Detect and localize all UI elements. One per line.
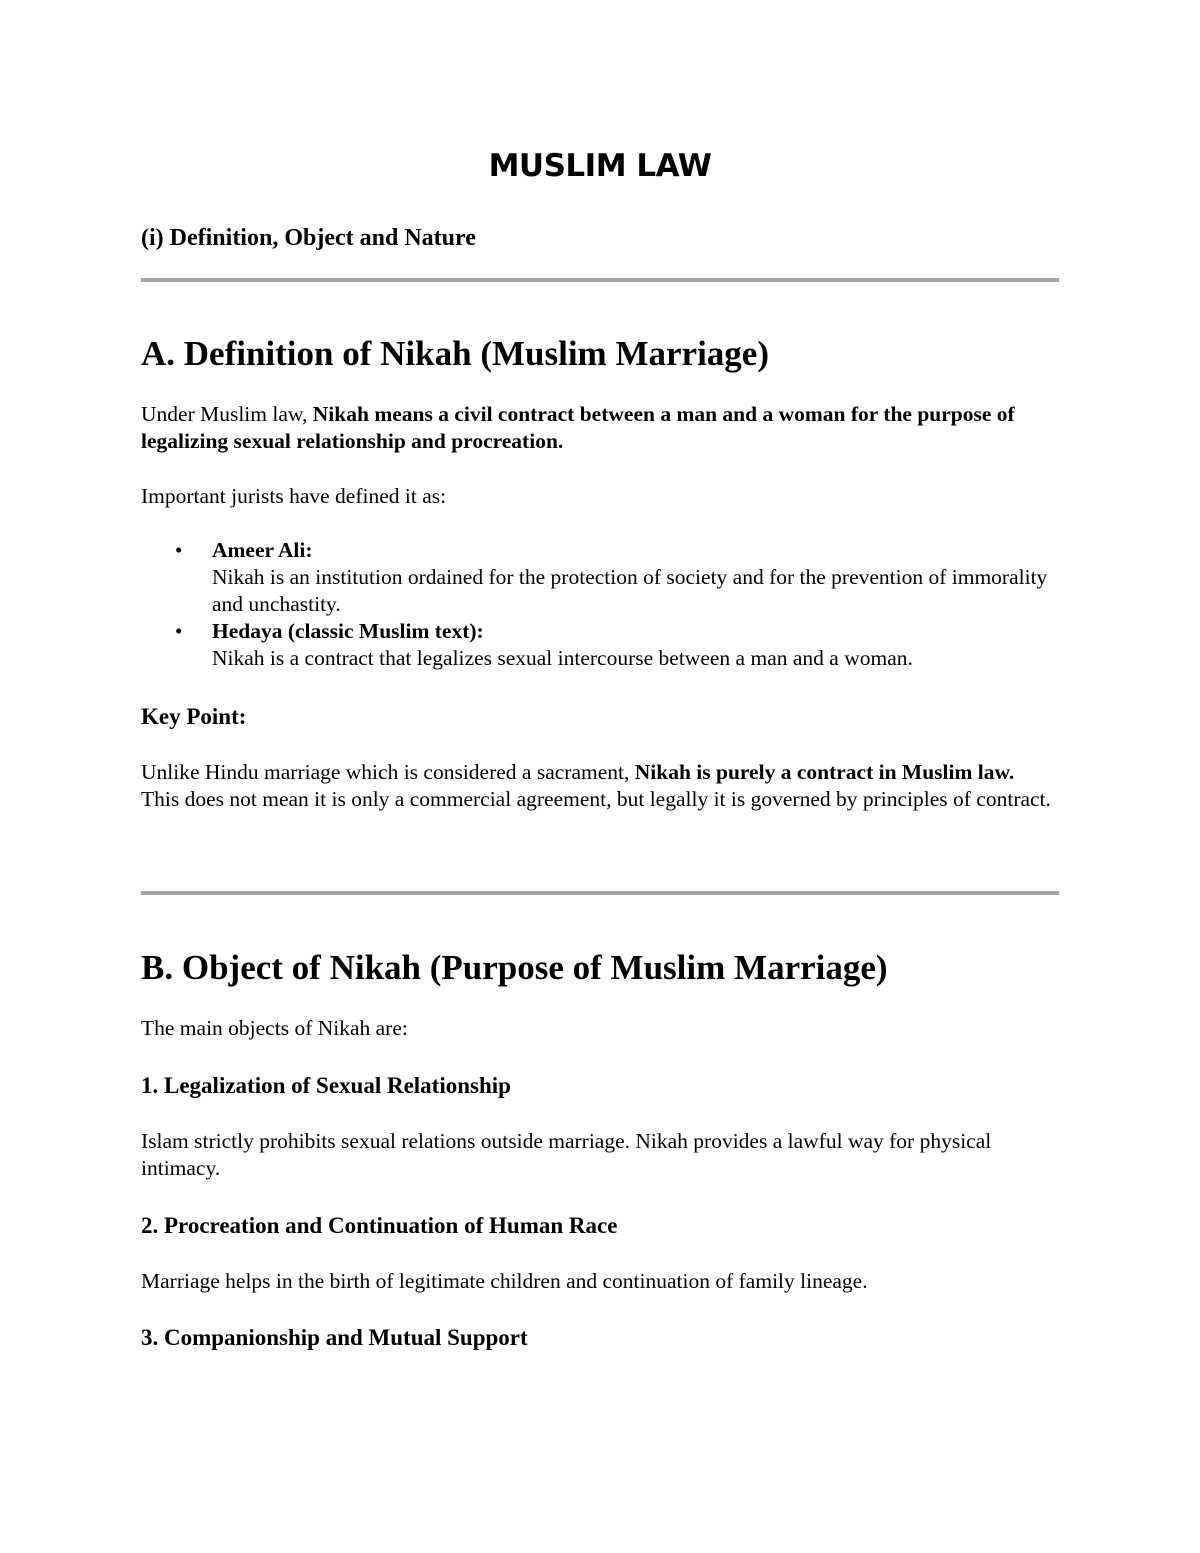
object-text: Islam strictly prohibits sexual relations outside marriage. Nikah provides a lawful way for physical intimacy. bbox=[141, 1129, 992, 1180]
section-a-heading: A. Definition of Nikah (Muslim Marriage) bbox=[141, 334, 769, 373]
jurists-list bbox=[141, 537, 1059, 672]
horizontal-rule bbox=[141, 278, 1059, 282]
horizontal-rule bbox=[141, 891, 1059, 895]
jurist-definition: Nikah is a contract that legalizes sexual intercourse between a man and a woman. bbox=[212, 646, 913, 670]
key-point-text bbox=[141, 759, 1059, 813]
jurists-intro: Important jurists have defined it as: bbox=[141, 484, 447, 508]
bullet-icon: • bbox=[175, 538, 183, 562]
object-heading: 3. Companionship and Mutual Support bbox=[141, 1325, 528, 1350]
document-title: MUSLIM LAW bbox=[488, 148, 712, 184]
bullet-icon: • bbox=[175, 619, 183, 643]
object-text: Marriage helps in the birth of legitimate children and continuation of family lineage. bbox=[141, 1269, 868, 1293]
jurist-definition: Nikah is an institution ordained for the protection of society and for the prevention of immorality and unchastity. bbox=[212, 565, 1048, 616]
definition-bold-text: Nikah means a civil contract between a man and a woman for the purpose of legalizing sexual relationship and procreation. bbox=[141, 402, 1015, 453]
section-a-definition bbox=[141, 401, 1059, 455]
section-b-heading: B. Object of Nikah (Purpose of Muslim Marriage) bbox=[141, 948, 888, 987]
jurist-name: Ameer Ali: bbox=[212, 538, 313, 562]
jurist-name: Hedaya (classic Muslim text): bbox=[212, 619, 484, 643]
key-point-heading: Key Point: bbox=[141, 704, 247, 729]
list-item bbox=[141, 537, 1059, 618]
document-subtitle: (i) Definition, Object and Nature bbox=[141, 225, 476, 251]
object-heading: 2. Procreation and Continuation of Human Race bbox=[141, 1213, 618, 1238]
list-item bbox=[141, 618, 1059, 672]
definition-plain-text: Under Muslim law, bbox=[141, 402, 313, 426]
key-point-note: This does not mean it is only a commercial agreement, but legally it is governed by principles of contract. bbox=[141, 787, 1051, 811]
object-heading: 1. Legalization of Sexual Relationship bbox=[141, 1073, 511, 1098]
key-point-bold-text: Nikah is purely a contract in Muslim law. bbox=[634, 760, 1015, 784]
objects-intro: The main objects of Nikah are: bbox=[141, 1016, 408, 1040]
key-point-plain-text: Unlike Hindu marriage which is considered a sacrament, bbox=[141, 760, 635, 784]
